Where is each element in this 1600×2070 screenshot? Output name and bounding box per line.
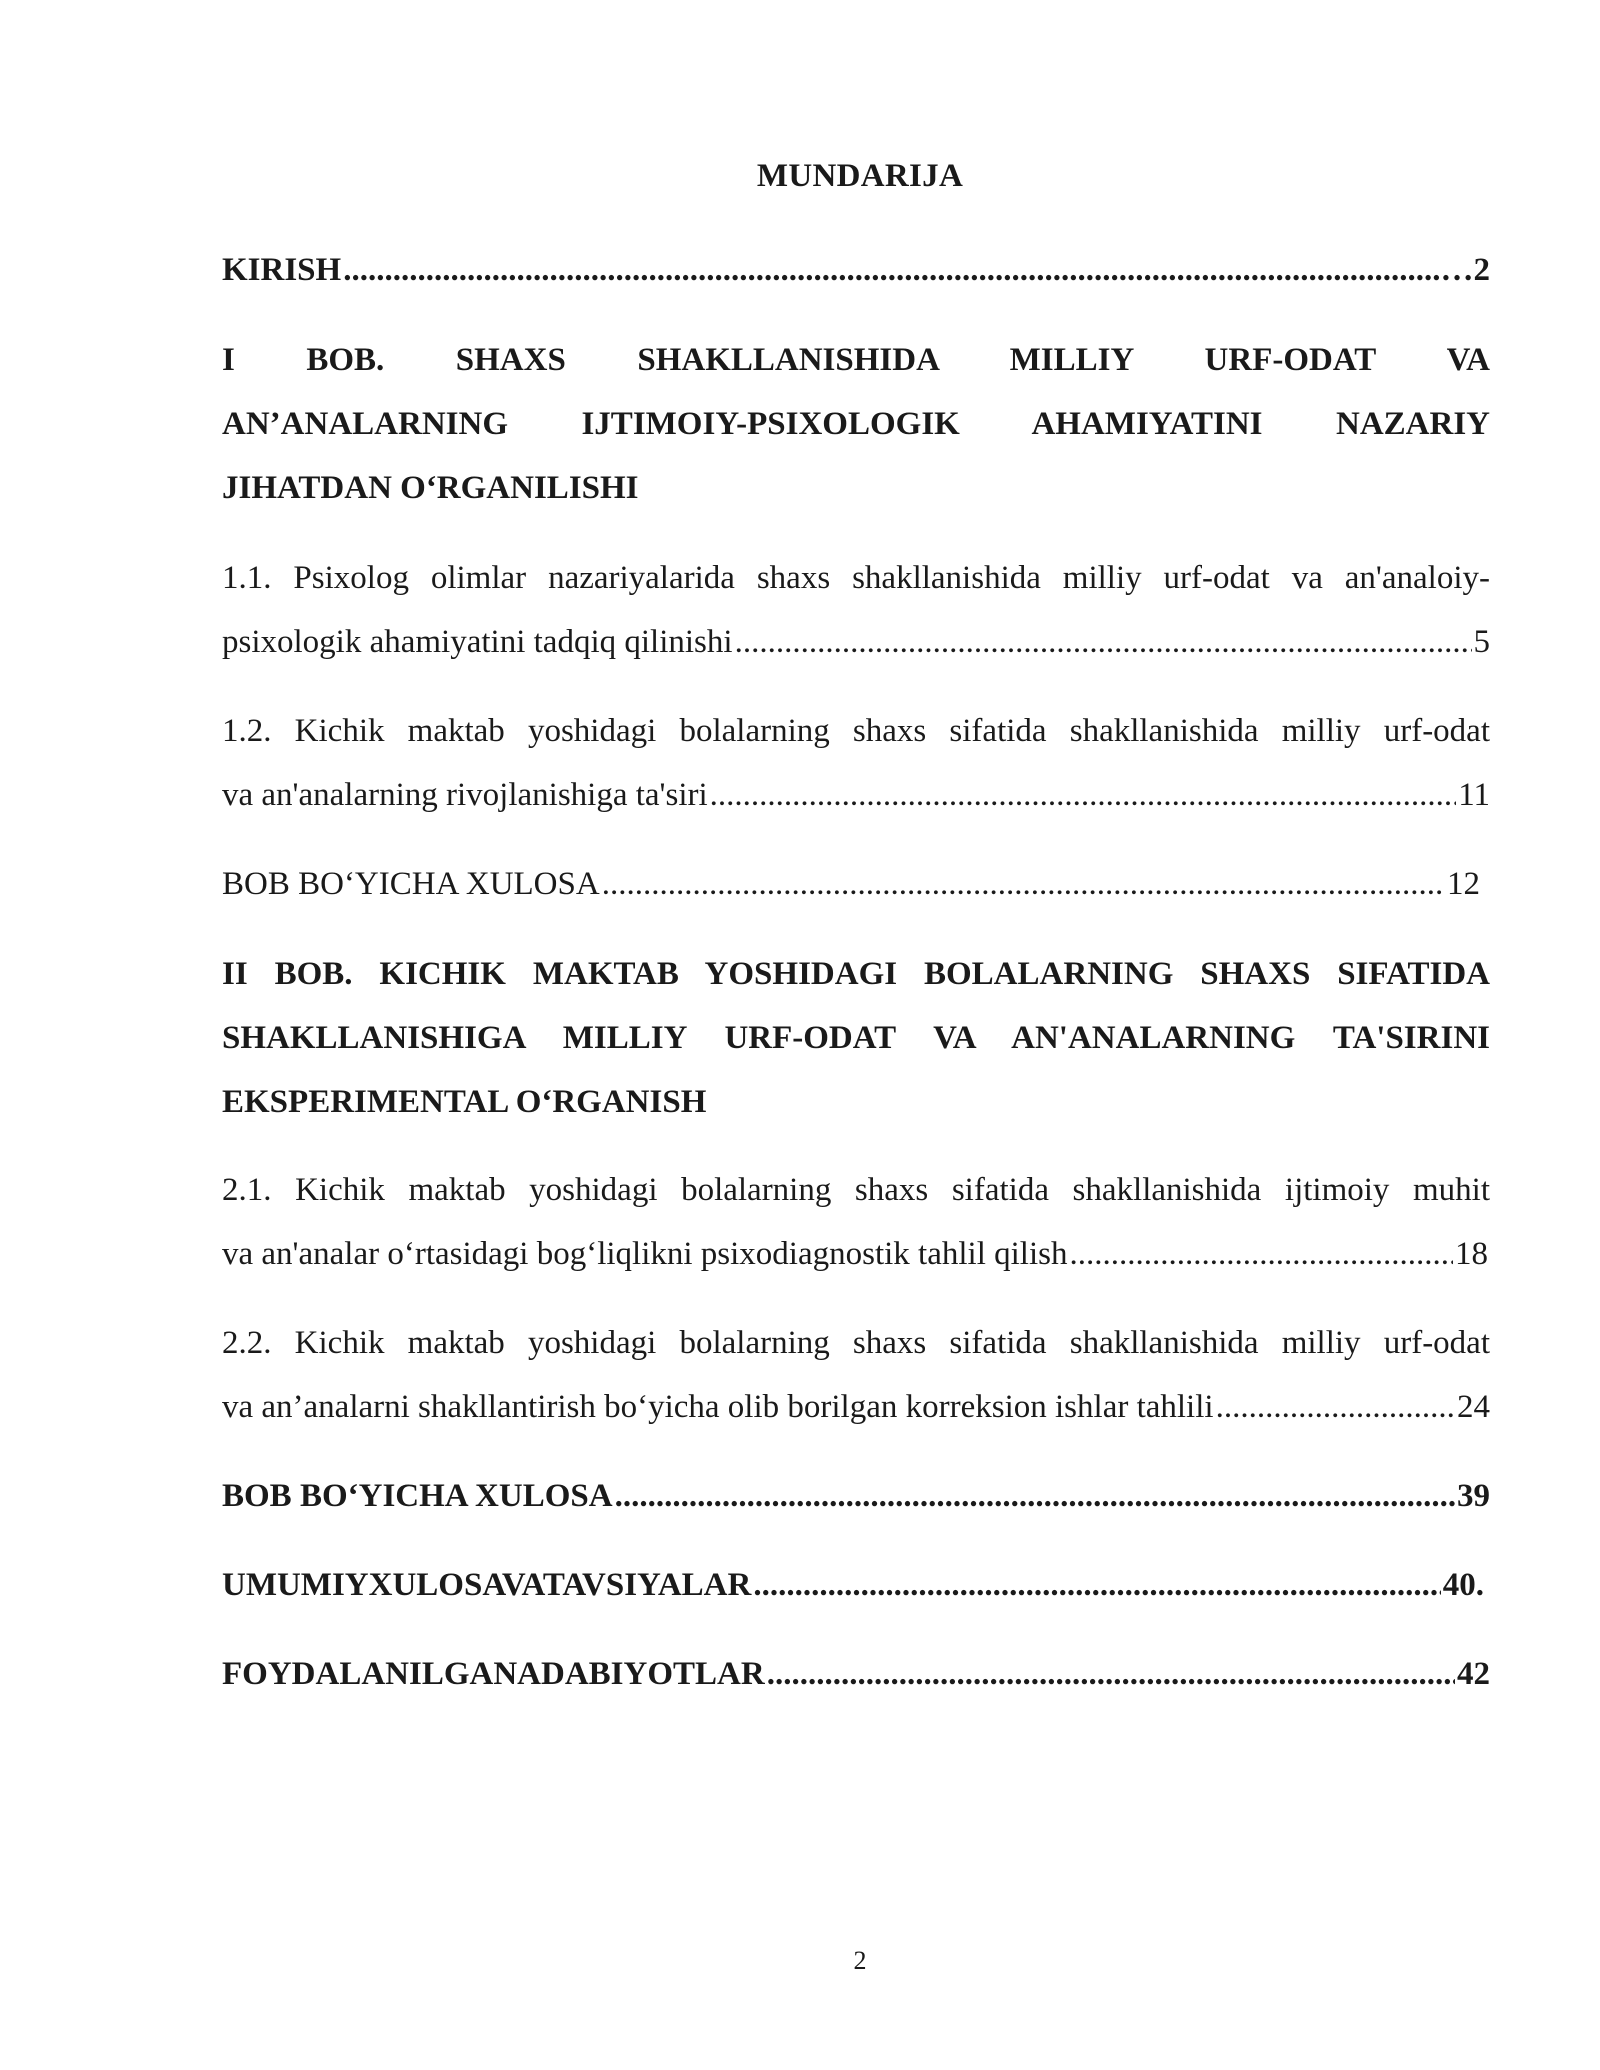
toc-section-1-1[interactable] — [222, 546, 1490, 674]
toc-section-1-2[interactable] — [222, 699, 1490, 827]
toc-chapter-1[interactable] — [222, 328, 1490, 520]
toc-section-line: va an'analar o‘rtasidagi bog‘liqlikni psixodiagnostik tahlil qilish — [222, 1236, 1068, 1272]
dot-leader — [1216, 1375, 1455, 1439]
toc-entry-page: 11 — [1458, 777, 1490, 813]
toc-section-line: 2.2. Kichik maktab yoshidagi bolalarning shaxs sifatida shakllanishida milliy urf-odat — [222, 1325, 1490, 1361]
dot-leader — [710, 763, 1457, 827]
toc-section-line: 1.1. Psixolog olimlar nazariyalarida shaxs shakllanishida milliy urf-odat va an'analoiy- — [222, 560, 1490, 596]
toc-section-line: 2.1. Kichik maktab yoshidagi bolalarning shaxs sifatida shakllanishida ijtimoiy muhit — [222, 1172, 1490, 1208]
dot-leader — [767, 1642, 1455, 1706]
dot-leader — [343, 238, 1438, 302]
toc-entry-page: 42 — [1457, 1656, 1490, 1692]
dot-leader — [615, 1464, 1455, 1528]
toc-title: MUNDARIJA — [756, 158, 964, 194]
toc-section-2-1[interactable] — [222, 1158, 1490, 1286]
toc-entry-page: 40. — [1442, 1567, 1484, 1603]
toc-entry-label: KIRISH — [222, 252, 342, 288]
toc-entry-label: UMUMIYXULOSAVATAVSIYALAR — [222, 1567, 752, 1603]
toc-chapter-line: AN’ANALARNING IJTIMOIY-PSIXOLOGIK AHAMIYATINI NAZARIY — [222, 406, 1490, 442]
toc-entry-page: …2 — [1440, 252, 1490, 288]
toc-section-line: va an’analarni shakllantirish bo‘yicha olib borilgan korreksion ishlar tahlili — [222, 1389, 1214, 1425]
toc-entry-kirish[interactable] — [222, 238, 1490, 302]
toc-entry-label: FOYDALANILGANADABIYOTLAR — [222, 1656, 765, 1692]
toc-chapter-line: SHAKLLANISHIGA MILLIY URF-ODAT VA AN'ANALARNING TA'SIRINI — [222, 1020, 1490, 1056]
toc-chapter-line: JIHATDAN O‘RGANILISHI — [222, 470, 639, 506]
toc-entry-references[interactable] — [222, 1642, 1490, 1706]
toc-chapter-line: EKSPERIMENTAL O‘RGANISH — [222, 1084, 707, 1120]
dot-leader — [602, 852, 1445, 916]
dot-leader — [1069, 1222, 1453, 1286]
page-number: 2 — [853, 1946, 867, 1975]
toc-section-line: va an'analarning rivojlanishiga ta'siri — [222, 777, 708, 813]
toc-entry-page: 39 — [1457, 1478, 1490, 1514]
toc-entry-page: 24 — [1457, 1389, 1490, 1425]
toc-entry-conclusion-2[interactable] — [222, 1464, 1490, 1528]
toc-section-line: psixologik ahamiyatini tadqiq qilinishi — [222, 624, 733, 660]
toc-entry-page: 18 — [1455, 1236, 1488, 1272]
dot-leader — [753, 1553, 1440, 1617]
toc-entry-conclusion-1[interactable] — [222, 852, 1480, 916]
toc-chapter-line: II BOB. KICHIK MAKTAB YOSHIDAGI BOLALARNING SHAXS SIFATIDA — [222, 956, 1490, 992]
toc-section-line: 1.2. Kichik maktab yoshidagi bolalarning shaxs sifatida shakllanishida milliy urf-odat — [222, 713, 1490, 749]
toc-chapter-2[interactable] — [222, 942, 1490, 1134]
toc-entry-label: BOB BO‘YICHA XULOSA — [222, 1478, 613, 1514]
dot-leader — [735, 610, 1472, 674]
toc-entry-page: 5 — [1473, 624, 1490, 660]
toc-entry-page: 12 — [1447, 866, 1480, 902]
toc-entry-label: BOB BO‘YICHA XULOSA — [222, 866, 600, 902]
toc-entry-general-conclusions[interactable] — [222, 1553, 1484, 1617]
toc-chapter-line: I BOB. SHAXS SHAKLLANISHIDA MILLIY URF-ODAT VA — [222, 342, 1490, 378]
toc-section-2-2[interactable] — [222, 1311, 1490, 1439]
